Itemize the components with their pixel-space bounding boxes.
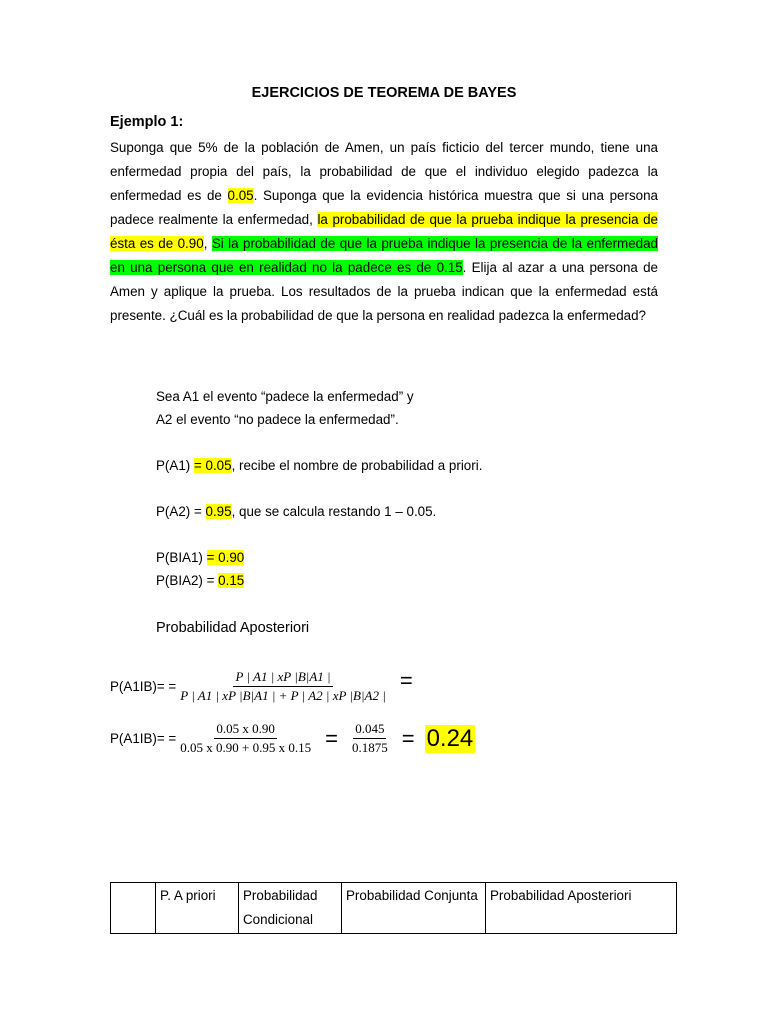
formula2-label: P(A1IB)= = xyxy=(110,731,177,746)
table-header-row xyxy=(111,883,677,934)
table-header-cell: P. A priori xyxy=(156,883,239,934)
formula2-numerator: 0.05 x 0.90 xyxy=(214,721,277,739)
event-a2: A2 el evento “no padece la enfermedad”. xyxy=(156,412,399,427)
formula2-equals-2: = xyxy=(401,725,415,751)
highlight-false-positive: Si la probabilidad de que la prueba indique la presencia de la enfermedad en una persona que en realidad no la padece es de 0.15 xyxy=(110,236,658,275)
formula2-fraction xyxy=(178,721,313,756)
prob-b-given-a2 xyxy=(156,569,244,592)
prob-a2-rest: , que se calcula restando 1 – 0.05. xyxy=(231,504,437,519)
prob-a2 xyxy=(156,500,436,523)
example-heading: Ejemplo 1: xyxy=(110,114,184,130)
posterior-result: 0.24 xyxy=(426,724,474,752)
table-header-cell xyxy=(111,883,156,934)
results-table xyxy=(110,882,677,934)
highlight-sensitivity: la probabilidad de que la prueba indique la presencia de ésta es de 0.90 xyxy=(110,212,659,251)
formula1-label: P(A1IB)= = xyxy=(110,679,177,694)
prob-b-a2-value: 0.15 xyxy=(218,573,245,588)
paragraph-text: . Elija al azar a una persona de Amen y aplique la prueba. Los resultados de la prueba indican que la enfermedad está presente. ¿Cuál es la probabilidad de que la persona en realidad padezca la enfermedad? xyxy=(110,260,658,323)
prob-a2-label: P(A2) = xyxy=(156,504,206,519)
table-header-cell: Probabilidad Conjunta xyxy=(342,883,486,934)
highlight-prior: 0.05 xyxy=(227,188,254,203)
formula2-fraction-2 xyxy=(350,721,390,756)
formula2-equals-1: = xyxy=(325,725,338,751)
formula2-frac2-numerator: 0.045 xyxy=(353,721,386,739)
paragraph-text: , xyxy=(203,236,212,251)
paragraph-text: Suponga que 5% de la población de Amen, un país ficticio del tercer mundo, tiene una enfermedad propia del país, la probabilidad de que el individuo elegido padezca la enfermedad es de xyxy=(110,140,658,203)
events-definition xyxy=(156,385,414,431)
prob-b-a1-value: = 0.90 xyxy=(206,550,245,565)
formula2-frac2-denominator: 0.1875 xyxy=(351,740,388,755)
formula1-numerator: P | A1 | xP |B|A1 | xyxy=(233,669,332,687)
prob-a1-label: P(A1) xyxy=(156,458,194,473)
prob-a1-value: = 0.05 xyxy=(193,458,232,473)
formula1-denominator: P | A1 | xP |B|A1 | + P | A2 | xP |B|A2 | xyxy=(180,688,386,703)
prob-a2-value: 0.95 xyxy=(205,504,232,519)
prob-a1 xyxy=(156,454,482,477)
table-header-cell: Probabilidad Aposteriori xyxy=(486,883,677,934)
prob-b-a2-label: P(BIA2) = xyxy=(156,573,219,588)
event-a1: Sea A1 el evento “padece la enfermedad” y xyxy=(156,389,414,404)
conditional-probs xyxy=(156,546,244,592)
bayes-formula-general xyxy=(110,669,423,704)
bayes-formula-numeric xyxy=(110,721,475,756)
problem-paragraph xyxy=(110,136,658,328)
prob-a1-rest: , recibe el nombre de probabilidad a priori. xyxy=(231,458,483,473)
table-header-cell: Probabilidad Condicional xyxy=(239,883,342,934)
formula1-fraction xyxy=(178,669,388,704)
prob-b-a1-label: P(BIA1) xyxy=(156,550,207,565)
formula1-equals: = xyxy=(399,667,413,693)
document-title: EJERCICIOS DE TEOREMA DE BAYES xyxy=(251,85,517,101)
aposteriori-heading: Probabilidad Aposteriori xyxy=(156,620,310,636)
paragraph-text: . Suponga que la evidencia histórica muestra que si una persona padece realmente la enfermedad, xyxy=(110,188,658,227)
formula2-denominator: 0.05 x 0.90 + 0.95 x 0.15 xyxy=(180,740,312,755)
prob-b-given-a1 xyxy=(156,546,244,569)
